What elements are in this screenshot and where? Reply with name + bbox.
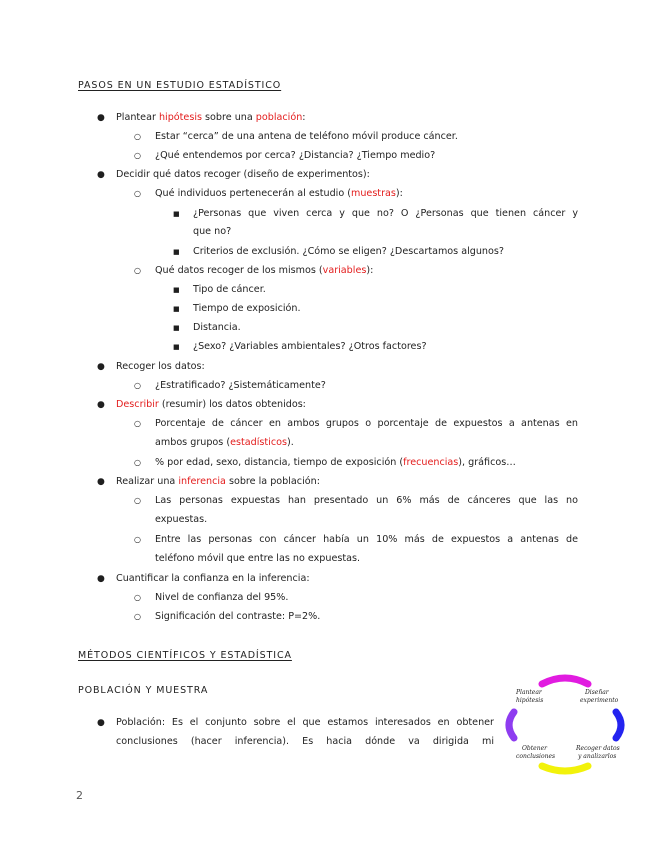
- list-item: Las personas expuestas han presentado un 6% más de cánceres que las no: [155, 495, 578, 506]
- list-item: Tipo de cáncer.: [193, 284, 266, 295]
- list-item: Decidir qué datos recoger (diseño de experimentos):: [116, 169, 370, 180]
- bullet-circle: ○: [134, 151, 141, 160]
- bullet-circle: ○: [134, 535, 141, 544]
- term-describir: Describir: [116, 399, 159, 410]
- list-item: Nivel de confianza del 95%.: [155, 592, 289, 603]
- list-item-continuation: que no?: [193, 226, 232, 237]
- bullet-square: ■: [173, 248, 180, 256]
- list-item-continuation: ambos grupos (estadísticos).: [155, 437, 294, 448]
- bullet-square: ■: [173, 210, 180, 218]
- bullet-circle: ○: [134, 132, 141, 141]
- list-item: Plantear hipótesis sobre una población:: [116, 112, 306, 123]
- bullet-circle: ○: [134, 458, 141, 467]
- list-item: % por edad, sexo, distancia, tiempo de exposición (frecuencias), gráficos…: [155, 457, 516, 468]
- bullet-circle: ○: [134, 593, 141, 602]
- diagram-label-plantear: Plantear: [516, 689, 542, 696]
- diagram-label-conclusiones: conclusiones: [516, 753, 556, 760]
- list-item: Significación del contraste: P=2%.: [155, 611, 321, 622]
- list-item: ¿Qué entendemos por cerca? ¿Distancia? ¿Tiempo medio?: [155, 150, 436, 161]
- list-item: Porcentaje de cáncer en ambos grupos o porcentaje de expuestos a antenas en: [155, 418, 578, 429]
- list-item: Estar “cerca” de una antena de teléfono móvil produce cáncer.: [155, 131, 458, 142]
- list-item: Qué datos recoger de los mismos (variables):: [155, 265, 374, 276]
- bullet-dot: ●: [97, 477, 105, 487]
- bullet-dot: ●: [97, 170, 105, 180]
- bullet-square: ■: [173, 324, 180, 332]
- bullet-dot: ●: [97, 574, 105, 584]
- bullet-circle: ○: [134, 419, 141, 428]
- list-item: ¿Sexo? ¿Variables ambientales? ¿Otros factores?: [193, 341, 427, 352]
- list-item: ¿Estratificado? ¿Sistemáticamente?: [155, 380, 326, 391]
- term-poblacion: población: [255, 112, 303, 123]
- paragraph-line: Población: Es el conjunto sobre el que estamos interesados en obtener: [116, 717, 494, 728]
- cycle-arc-left: [509, 712, 514, 738]
- bullet-square: ■: [173, 305, 180, 313]
- diagram-label-recoger: Recoger datos: [576, 745, 620, 752]
- list-item: Entre las personas con cáncer había un 10% más de expuestos a antenas de: [155, 534, 578, 545]
- list-item: ¿Personas que viven cerca y que no? O ¿Personas que tienen cáncer y: [193, 208, 578, 219]
- term-variables: variables: [322, 265, 367, 276]
- diagram-label-experimento: experimento: [580, 697, 619, 704]
- bullet-dot: ●: [97, 400, 105, 410]
- cycle-arc-right: [616, 712, 621, 738]
- list-item: Describir (resumir) los datos obtenidos:: [116, 399, 306, 410]
- list-item: Cuantificar la confianza en la inferencia:: [116, 573, 310, 584]
- bullet-dot: ●: [97, 362, 105, 372]
- paragraph-line: conclusiones (hacer inferencia). Es hacia dónde va dirigida mi: [116, 736, 494, 747]
- bullet-dot: ●: [97, 718, 105, 728]
- diagram-label-hipotesis: hipótesis: [516, 697, 544, 704]
- bullet-square: ■: [173, 343, 180, 351]
- bullet-circle: ○: [134, 189, 141, 198]
- list-item: Criterios de exclusión. ¿Cómo se eligen? ¿Descartamos algunos?: [193, 246, 504, 257]
- bullet-dot: ●: [97, 113, 105, 123]
- bullet-circle: ○: [134, 381, 141, 390]
- term-muestras: muestras: [350, 188, 396, 199]
- bullet-circle: ○: [134, 496, 141, 505]
- list-item: Qué individuos pertenecerán al estudio (muestras):: [155, 188, 403, 199]
- term-inferencia: inferencia: [178, 476, 226, 487]
- bullet-square: ■: [173, 286, 180, 294]
- diagram-label-obtener: Obtener: [522, 745, 548, 752]
- statistical-cycle-diagram: [502, 672, 628, 778]
- diagram-label-analizarlos: y analizarlos: [578, 753, 617, 760]
- list-item: Recoger los datos:: [116, 361, 205, 372]
- list-item-continuation: teléfono móvil que entre las no expuestas.: [155, 553, 361, 564]
- diagram-label-disenar: Diseñar: [585, 689, 609, 696]
- term-estadisticos: estadísticos: [230, 437, 287, 448]
- bullet-circle: ○: [134, 612, 141, 621]
- list-item: Tiempo de exposición.: [193, 303, 301, 314]
- section-heading-metodos: MÉTODOS CIENTÍFICOS Y ESTADÍSTICA: [78, 650, 292, 661]
- list-item-continuation: expuestas.: [155, 514, 208, 525]
- bullet-circle: ○: [134, 266, 141, 275]
- cycle-arc-top: [542, 678, 588, 684]
- section-heading-pasos: PASOS EN UN ESTUDIO ESTADÍSTICO: [78, 80, 282, 91]
- page-number: 2: [76, 789, 83, 802]
- cycle-arc-bottom: [542, 766, 588, 771]
- list-item: Realizar una inferencia sobre la población:: [116, 476, 320, 487]
- term-hipotesis: hipótesis: [158, 112, 202, 123]
- term-frecuencias: frecuencias: [403, 457, 459, 468]
- list-item: Distancia.: [193, 322, 241, 333]
- subsection-heading-poblacion: POBLACIÓN Y MUESTRA: [78, 685, 209, 696]
